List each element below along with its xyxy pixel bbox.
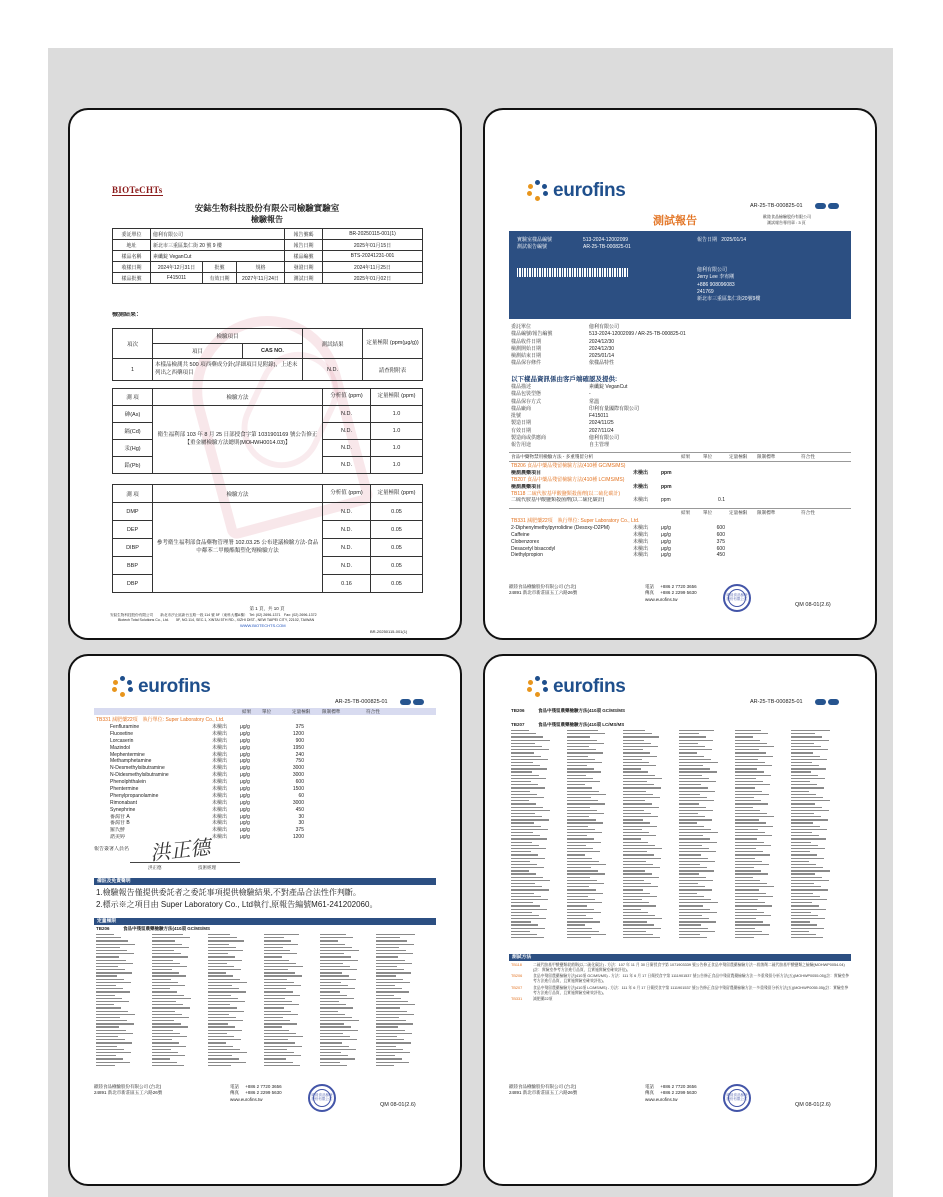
eurofins-report-page-2[interactable] — [68, 654, 462, 1186]
table-row: 委託單位 億利有限公司 報告號碼 BR-20250115-001(1) — [113, 229, 423, 240]
company-seal-icon: 歐陸食品檢驗股份有限公司 — [723, 584, 751, 612]
table-row: DBP 0.16 0.05 — [113, 575, 423, 593]
report-meta: 委託單位 億利有限公司 樣品編號/報告編號 513-2024-12002099 / AR-25-TB-000825-01 樣品收件日期 2024/12/30 檢測開始日期 2024/12/30 檢測結束日期 2025/01/14 樣品保存條件 依樣品特性 — [511, 324, 686, 367]
signature: 洪正德 — [149, 834, 212, 866]
eurofins-logo: eurofins — [112, 676, 211, 698]
annex-title-lc: TB207 食品中殘留農藥檢驗方法(410項 LC/MS/MS — [511, 722, 625, 727]
footer-website[interactable]: www.eurofins.tw — [230, 1096, 263, 1102]
footer-website[interactable]: www.eurofins.tw — [645, 1096, 678, 1102]
eurofins-logo: eurofins — [527, 676, 626, 698]
table-row: 地址 新北市三重區集仁街 20 號 9 樓 報告日期 2025年01月15日 — [113, 240, 423, 251]
report-number: AR-25-TB-000825-01 — [750, 203, 803, 209]
results-table-header-2: 結果 單位 定量極限 限制標準 符合性 — [681, 510, 815, 515]
footer-address: 安鋕生物科技股份有限公司 新北市汐止區新台五路一段 114 號 5F（東科大樓A棟） Tel: (02) 2696-1371 Fax: (02) 2696-1372 — [110, 613, 317, 617]
form-code: QM 08-01(2.6) — [795, 602, 831, 608]
table-row: 項目 CAS NO. — [113, 344, 423, 359]
form-code: QM 08-01(2.6) — [795, 1102, 831, 1108]
footer-company: 歐陸食品檢驗股份有限公司 (台北) 24891 新北市新莊區五工六路26號 — [94, 1084, 163, 1096]
footer-report-no: BR-20250115-001(1) — [370, 629, 408, 634]
report-header-band: 實驗室樣品編號 513-2024-12002099 測試報告編號 AR-25-TB-000825-01 報告日期 2025/01/14 億利有限公司 Jerry Lee 李宥剛 +886 908096083 241769 新北市三重區集仁街20號9樓 — [509, 231, 851, 319]
weightloss-drug-results: Fenfluramine 未檢出 μg/g 375 Fluoxetine 未檢出 μg/g 1200 Lorcaserin 未檢出 μg/g 900 Mazindol 未檢出 μg/g 1950 Mephentermine 未檢出 μg/g 240 Methamphetamine 未檢出 μg/g 750 N-Desmethylsibutramine 未檢出 μg/g 3000 N-Didesmethylsibutramine 未檢出 μg/g 3000 Phenolphthalein 未檢出 μg/g 600 Phentermine 未檢出 μg/g 1500 Phenylpropanolamine 未檢出 μg/g 60 Rimonabant 未檢出 μg/g 3000 Synephrine 未檢出 μg/g 450 番瀉苷 A 未檢出 μg/g 30 番瀉苷 B 未檢出 μg/g 30 羅氏鮮 未檢出 μg/g 375 諾美婷 未檢出 μg/g 1200 — [110, 724, 304, 841]
results-table — [112, 328, 423, 381]
eurofins-report-page-1[interactable] — [483, 108, 877, 640]
annex-cell — [567, 936, 623, 939]
annex-cell — [376, 1064, 432, 1067]
table-row: 汞(Hg) N.D. 1.0 — [113, 440, 423, 457]
eurofins-dots-icon — [527, 676, 549, 698]
signatory-name: 洪正德 — [148, 865, 162, 870]
report-date-label: 報告日期 — [697, 237, 718, 243]
sample-info-table — [112, 228, 423, 284]
page-indicator — [815, 203, 839, 209]
footer-contact: 電話 +886 2 7720 3656 傳真 +886 2 2299 5630 www.eurofins.tw — [645, 1084, 697, 1102]
footer-website-link[interactable]: WWW.BIOTECHTS.COM — [240, 623, 286, 628]
footer-contact: 電話 +886 2 7720 3656 傳真 +886 2 2299 5630 www.eurofins.tw — [645, 584, 697, 602]
disclaimer-band: 備註及免責聲明 — [94, 878, 436, 885]
table-row: DIBP N.D. 0.05 — [113, 539, 423, 557]
results-label: 檢測結果： — [112, 312, 143, 318]
table-row: 收樣日期 2024年12月31日 批號 規格 發證日期 2024年11月25日 — [113, 262, 423, 273]
report-number: AR-25-TB-000825-01 — [335, 699, 388, 705]
heavy-metal-table — [112, 388, 423, 474]
results-list: TB206 食品中藥品殘留檢驗方法(410種 GC/MS/MS) 檢測農藥項目 未檢出 ppm TB207 食品中藥品殘留檢驗方法(410種 LC/MS/MS) 檢測農藥項目 未檢出 ppm TB118 二硫代胺基甲酸鹽類殺菌劑(以二硫化碳計) 二硫代胺基甲酸鹽類殺菌劑(以二硫化碳計) 未檢出 ppm 0.1 — [511, 463, 725, 504]
annex-cell — [623, 936, 679, 939]
biotech-logo: BIOTeCHTs — [112, 185, 163, 195]
annex-title-gc: TB206 食品中殘留農藥檢驗方法(410項 GC/MS/MS — [511, 708, 626, 713]
footer-website[interactable]: www.eurofins.tw — [645, 596, 678, 602]
annex-cell — [208, 1064, 264, 1067]
company-seal-icon: 歐陸食品檢驗股份有限公司 — [308, 1084, 336, 1112]
results-table-header: 結果 單位 定量極限 限制標準 符合性 — [242, 709, 380, 714]
client-info-heading: 以下樣品資訊係由客戶端確認及提供: — [511, 376, 618, 383]
annex-cell — [264, 1064, 320, 1067]
client-address-block: 億利有限公司 Jerry Lee 李宥剛 +886 908096083 241769 新北市三重區集仁街20號9樓 — [697, 267, 761, 302]
results-table-header: 食品中藥物禁用檢驗方法 - 多重殘留分析 結果 單位 定量極限 限制標準 符合性 — [511, 454, 815, 459]
footer-company: 歐陸食品檢驗股份有限公司 (台北) 24891 新北市新莊區五工六路26號 — [509, 584, 578, 596]
table-row: 砷(As) 衛生福利部 103 年 8 月 25 日部授食字第 1031901169 號公告修正【重金屬檢驗方法總則(MOHWH0014.03)】 N.D. 1.0 — [113, 406, 423, 423]
eurofins-dots-icon — [112, 676, 134, 698]
annex-cell — [320, 1064, 376, 1067]
report-title: 測試報告 — [653, 215, 697, 227]
eurofins-report-page-3[interactable] — [483, 654, 877, 1186]
report-date: 2025/01/14 — [721, 237, 747, 243]
table-row: DMP 參考衛生福利部食品藥物管理署 102.03.25 公布建議檢驗方法-食品中鄰苯二甲酸酯類塑化劑檢驗方法 N.D. 0.05 — [113, 503, 423, 521]
annex-cell — [791, 936, 847, 939]
form-code: QM 08-01(2.6) — [380, 1102, 416, 1108]
footer-address-en: Biotech Total Solutions Co., Ltd. 5F, NO.114, SEC.1, XINTAI 5TH RD., XIZHI DIST., NEW TAIPEI CITY, 22102, TAIWAN — [118, 618, 315, 622]
signatory-label: 報告簽署人員名 — [94, 846, 130, 852]
client-info: 樣品描述 素纖錠 VeganCut 樣品包裝型態 - 樣品保存方式 常溫 樣品廠商 印利有量國際有限公司 批號 F415011 製造日期 2024/11/25 有效日期 2027/11/24 製造商或供應商 億利有限公司 報告用途 自主管理 — [511, 384, 640, 448]
weightloss-drug-list: TB331 減肥藥22項 執行單位: Super Laboratory Co., Ltd. — [96, 717, 225, 723]
barcode — [517, 268, 629, 277]
page-number: 第 1 頁，共 10 頁 — [249, 606, 285, 611]
method-list: TB118 二硫代胺基甲酸鹽類殺菌劑(以二硫化碳計) ‑ 方法：107 年 11 月 30 日衛授食字第 1071903339 號公告修正食品中殘留農藥檢驗方法－殺菌劑二硫代胺基甲酸鹽類之檢驗(MOHWP0054.04)(註：實驗室參考方法進行品質，且實施實驗室確效評估)。 TB206 食品中殘留農藥檢驗方法(410項 GC/MS/MS) ‑ 方法：111 年 6 月 17 日衛授食字第 1111901537 號公告修正食品中殘留農藥檢驗方法－多重殘留分析方法(五)(MOHWP0055.05)(註：實驗室參考方法進行品質，且實施實驗室確效評估)。 TB207 食品中殘留農藥檢驗方法(410項 LC/MS/MS) ‑ 方法：111 年 6 月 17 日衛授食字第 1111901537 號公告修正食品中殘留農藥檢驗方法－多重殘留分析方法(五)(MOHWP0055.05)(註：實驗室參考方法進行品質，且實施實驗室確效評估)。 TB331 減肥藥22項 — [511, 963, 850, 1001]
document-gallery-panel — [48, 48, 893, 1197]
annex-cell — [735, 936, 791, 939]
company-seal-icon: 歐陸食品檢驗股份有限公司 — [723, 1084, 751, 1112]
table-row: 1 本樣品檢測共 500 項西藥成分針(詳細項目見附錄)，上述未列出之西藥項目 N.D. 請查附附表 — [113, 359, 423, 381]
eurofins-logo: eurofins — [527, 180, 626, 202]
annex-row — [511, 936, 851, 939]
table-row: 樣品批號 F415011 有效日期 2027年11月24日 測試日期 2025年01月02日 — [113, 273, 423, 284]
annex-cell — [152, 1064, 208, 1067]
page-indicator — [400, 699, 424, 705]
plasticizer-table — [112, 484, 423, 593]
table-row: 項次 檢驗項目 測試結果 定量極限 (ppm(μg/g)) — [113, 329, 423, 344]
table-row: 鎘(Cd) N.D. 1.0 — [113, 423, 423, 440]
weightloss-drug-list: TB331 減肥藥22項 執行單位: Super Laboratory Co., Ltd. 2-Diphenylmethylpyrrolidine (Desoxy-D2PM) 未檢出 μg/g 600 Caffeine 未檢出 μg/g 600 Clobenzorex 未檢出 μg/g 375 Desacetyl bisacodyl 未檢出 μg/g 600 Diethylpropion 未檢出 μg/g 450 — [511, 518, 725, 559]
report-number: AR-25-TB-000825-01 — [750, 699, 803, 705]
page-indicator — [815, 699, 839, 705]
footer-company: 歐陸食品檢驗股份有限公司 (台北) 24891 新北市新莊區五工六路26號 — [509, 1084, 578, 1096]
table-row: 測 項 檢驗方法 分析值 (ppm) 定量極限 (ppm) — [113, 485, 423, 503]
method-band: 測試方法 — [509, 954, 851, 961]
lab-subtitle: 測試報告專用章 : 3 頁 — [767, 220, 806, 225]
table-row: 測 項 檢驗方法 分析值 (ppm) 定量極限 (ppm) — [113, 389, 423, 406]
eurofins-dots-icon — [527, 180, 549, 202]
footer-contact: 電話 +886 2 7720 3656 傳真 +886 2 2299 5630 www.eurofins.tw — [230, 1084, 282, 1102]
lab-title: 安鋕生物科技股份有限公司檢驗實驗室 — [194, 203, 340, 213]
biotech-report-page[interactable] — [68, 108, 462, 640]
annex-band: 定量極限 — [94, 918, 436, 925]
annex-cell — [511, 936, 567, 939]
annex-analyte-grid — [96, 933, 436, 1073]
annex-cell — [96, 1064, 152, 1067]
disclaimer-note-2: 2.標示※之項目由 Super Laboratory Co., Ltd執行,原報告編號M61-241202060。 — [96, 900, 378, 909]
annex-row — [96, 1064, 436, 1067]
report-title: 檢驗報告 — [251, 215, 283, 224]
annex-analyte-grid — [511, 729, 851, 949]
table-row: BBP N.D. 0.05 — [113, 557, 423, 575]
signatory-title: 技術經理 — [198, 865, 216, 870]
annex-title: TB206 食品中殘留農藥檢驗方法(410項 GC/MS/MS — [96, 926, 211, 931]
disclaimer-note-1: 1.檢驗報告僅提供委託者之委託事項提供檢驗結果,不對產品合法性作判斷。 — [96, 888, 361, 897]
lab-name: 歐陸食品檢驗股份有限公司 — [763, 214, 811, 219]
annex-cell — [679, 936, 735, 939]
table-row: 鉛(Pb) N.D. 1.0 — [113, 457, 423, 474]
table-row: DEP N.D. 0.05 — [113, 521, 423, 539]
table-row: 樣品名稱 素纖錠 VeganCut 樣品編號 BTS-20241231-001 — [113, 251, 423, 262]
